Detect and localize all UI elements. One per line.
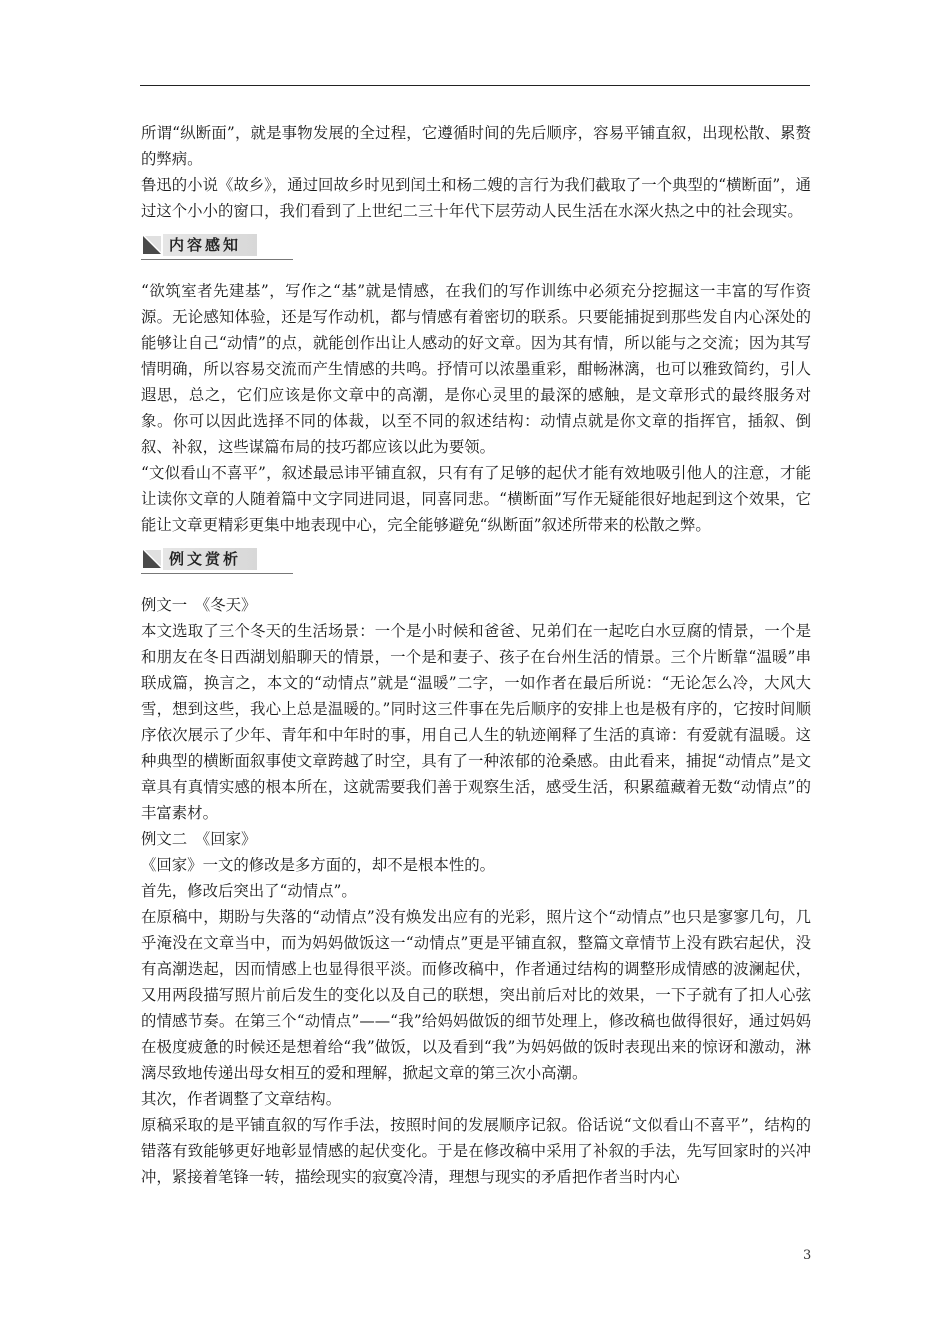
section-heading-example-appreciation (141, 546, 811, 572)
example-one-heading: 例文一 《冬天》 (141, 596, 257, 614)
intro-paragraph-1: 所谓“纵断面”，就是事物发展的全过程，它遵循时间的先后顺序，容易平铺直叙，出现松散、累赘的弊病。 (141, 124, 811, 168)
example-one-paragraph: 本文选取了三个冬天的生活场景：一个是小时候和爸爸、兄弟们在一起吃白水豆腐的情景，一个是和朋友在冬日西湖划船聊天的情景，一个是和妻子、孩子在台州生活的情景。三个片断靠“温暖”串联成篇，换言之，本文的“动情点”就是“温暖”二字，一如作者在最后所说：“无论怎么冷，大风大雪，想到这些，我心上总是温暖的。”同时这三件事在先后顺序的安排上也是极有序的，它按时间顺序依次展示了少年、青年和中年时的事，用自己人生的轨迹阐释了生活的真谛：有爱就有温暖。这种典型的横断面叙事使文章跨越了时空，具有了一种浓郁的沧桑感。由此看来，捕捉“动情点”是文章具有真情实感的根本所在，这就需要我们善于观察生活，感受生活，积累蕴藏着无数“动情点”的丰富素材。 (141, 622, 811, 822)
section-heading-content-perception (141, 232, 811, 258)
heading-underline (141, 573, 293, 574)
section-title: 例文赏析 (169, 550, 242, 568)
header-rule (140, 85, 810, 86)
example-two-paragraph-4: 其次，作者调整了文章结构。 (141, 1090, 342, 1108)
triangle-corner-icon (142, 235, 162, 255)
section1-paragraph-2: “文似看山不喜平”，叙述最忌讳平铺直叙，只有有了足够的起伏才能有效地吸引他人的注意，才能让读你文章的人随着篇中文字同进同退，同喜同悲。“横断面”写作无疑能很好地起到这个效果，它能让文章更精彩更集中地表现中心，完全能够避免“纵断面”叙述所带来的松散之弊。 (141, 464, 811, 534)
page-number: 3 (803, 1248, 812, 1263)
section1-paragraph-1: “欲筑室者先建基”，写作之“基”就是情感，在我们的写作训练中必须充分挖掘这一丰富的写作资源。无论感知体验，还是写作动机，都与情感有着密切的联系。只要能捕捉到那些发自内心深处的能够让自己“动情”的点，就能创作出让人感动的好文章。因为其有情，所以能与之交流；因为其写情明确，所以容易交流而产生情感的共鸣。抒情可以浓墨重彩，酣畅淋漓，也可以雅致简约，引人遐思，总之，它们应该是你文章中的高潮，是你心灵里的最深的感触，是文章形式的最终服务对象。你可以因此选择不同的体裁，以至不同的叙述结构：动情点就是你文章的指挥官，插叙、倒叙、补叙，这些谋篇布局的技巧都应该以此为要领。 (141, 282, 811, 456)
example-two-paragraph-2: 首先，修改后突出了“动情点”。 (141, 882, 357, 900)
document-body (141, 120, 811, 1190)
example-two-paragraph-5: 原稿采取的是平铺直叙的写作手法，按照时间的发展顺序记叙。俗话说“文似看山不喜平”，结构的错落有致能够更好地彰显情感的起伏变化。于是在修改稿中采用了补叙的手法，先写回家时的兴冲冲，紧接着笔锋一转，描绘现实的寂寞冷清，理想与现实的矛盾把作者当时内心 (141, 1116, 811, 1186)
intro-paragraph-2: 鲁迅的小说《故乡》，通过回故乡时见到闰土和杨二嫂的言行为我们截取了一个典型的“横断面”，通过这个小小的窗口，我们看到了上世纪二三十年代下层劳动人民生活在水深火热之中的社会现实。 (141, 176, 811, 220)
example-two-paragraph-1: 《回家》一文的修改是多方面的，却不是根本性的。 (141, 856, 495, 874)
example-two-heading: 例文二 《回家》 (141, 830, 257, 848)
triangle-corner-icon (142, 549, 162, 569)
section-title: 内容感知 (169, 236, 242, 254)
heading-underline (141, 259, 293, 260)
example-two-paragraph-3: 在原稿中，期盼与失落的“动情点”没有焕发出应有的光彩，照片这个“动情点”也只是寥寥几句，几乎淹没在文章当中，而为妈妈做饭这一“动情点”更是平铺直叙，整篇文章情节上没有跌宕起伏，没有高潮迭起，因而情感上也显得很平淡。而修改稿中，作者通过结构的调整形成情感的波澜起伏，又用两段描写照片前后发生的变化以及自己的联想，突出前后对比的效果，一下子就有了扣人心弦的情感节奏。在第三个“动情点”——“我”给妈妈做饭的细节处理上，修改稿也做得很好，通过妈妈在极度疲惫的时候还是想着给“我”做饭，以及看到“我”为妈妈做的饭时表现出来的惊讶和激动，淋漓尽致地传递出母女相互的爱和理解，掀起文章的第三次小高潮。 (141, 908, 811, 1082)
